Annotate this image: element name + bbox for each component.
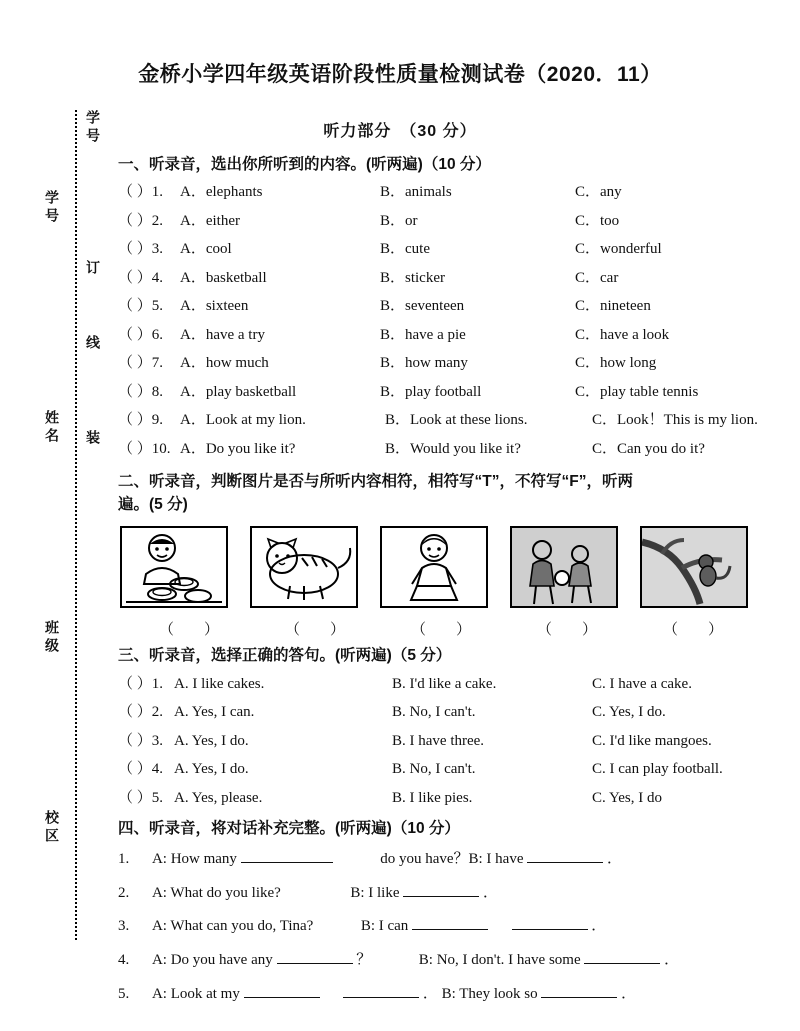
dialogue-text: B: I can — [360, 918, 409, 935]
answer-bracket[interactable]: （ ）1. — [118, 184, 164, 201]
fill-blank[interactable] — [244, 983, 320, 998]
answer-bracket[interactable]: （ ）9. — [118, 412, 164, 429]
option-a[interactable]: A．how much — [180, 355, 269, 372]
option-a[interactable]: A．elephants — [180, 184, 263, 201]
option-b[interactable]: B．seventeen — [380, 298, 465, 315]
answer-bracket[interactable]: （ ）5. — [118, 298, 164, 315]
answer-bracket[interactable]: （ ）6. — [118, 326, 164, 343]
picture-children-playing — [510, 526, 618, 608]
option-c[interactable]: C．any — [575, 184, 622, 201]
fill-blank[interactable] — [512, 915, 588, 930]
answer-bracket[interactable]: （ ）10. — [118, 440, 171, 457]
dialogue-text: ？ — [356, 952, 372, 969]
item-number: 1. — [118, 850, 130, 867]
option-a[interactable]: A．have a try — [180, 326, 265, 343]
option-b[interactable]: B．animals — [380, 184, 452, 201]
option-c[interactable]: C．nineteen — [575, 298, 651, 315]
dialogue-row — [118, 944, 778, 978]
option-a[interactable]: A. Yes, I do. — [174, 761, 249, 778]
option-b[interactable]: B．Would you like it? — [385, 440, 521, 457]
option-a[interactable]: A．cool — [180, 241, 232, 258]
page-title: 金桥小学四年级英语阶段性质量检测试卷（2020．11） — [138, 63, 662, 86]
dialogue-text: ． — [664, 952, 680, 969]
answer-bracket[interactable]: （ ）3. — [118, 241, 164, 258]
answer-bracket[interactable]: （ ）1. — [118, 675, 164, 692]
option-c[interactable]: C. I have a cake. — [592, 675, 692, 692]
option-a[interactable]: A. Yes, please. — [174, 789, 263, 806]
question-row — [118, 378, 778, 407]
dialogue-text: ． — [482, 884, 498, 901]
fill-blank[interactable] — [541, 983, 617, 998]
picture-answer-row — [126, 618, 778, 639]
seal-char-ding: 订 — [85, 260, 101, 278]
option-a[interactable]: A．play basketball — [180, 383, 297, 400]
dialogue-row — [118, 910, 778, 944]
option-b[interactable]: B. I'd like a cake. — [392, 675, 497, 692]
margin-label-xuehao: 学号 — [85, 110, 101, 146]
question-row — [118, 235, 778, 264]
dialogue-row — [118, 843, 778, 877]
option-a[interactable]: A．basketball — [180, 269, 267, 286]
option-b[interactable]: B．play football — [380, 383, 482, 400]
item-number: 5. — [118, 985, 130, 1002]
picture-tiger — [250, 526, 358, 608]
option-a[interactable]: A．Do you like it? — [180, 440, 296, 457]
option-b[interactable]: B. I like pies. — [392, 789, 473, 806]
picture-strip — [120, 526, 778, 608]
fill-blank[interactable] — [403, 881, 479, 896]
question-row — [118, 349, 778, 378]
option-a[interactable]: A. Yes, I do. — [174, 732, 249, 749]
option-a[interactable]: A. Yes, I can. — [174, 704, 255, 721]
section-header-listening: 听力部分 （30 分） — [323, 123, 477, 140]
option-a[interactable]: A．Look at my lion. — [180, 412, 306, 429]
seal-dotted-line — [75, 110, 77, 940]
option-c[interactable]: C．how long — [575, 355, 657, 372]
fill-blank[interactable] — [584, 949, 660, 964]
question-row — [118, 264, 778, 293]
part-two-heading — [118, 471, 778, 516]
dialogue-text: B: I like — [350, 884, 400, 901]
exam-content — [118, 148, 778, 1012]
dialogue-text: A: What do you like? — [151, 884, 281, 901]
item-number: 3. — [118, 918, 130, 935]
option-c[interactable]: C．have a look — [575, 326, 670, 343]
option-b[interactable]: B．Look at these lions. — [385, 412, 528, 429]
picture-answer-3[interactable]: （ ） — [410, 622, 471, 639]
dialogue-text: do you have？B: I have — [380, 850, 524, 867]
answer-bracket[interactable]: （ ）8. — [118, 383, 164, 400]
option-c[interactable]: C．Look！This is my lion. — [592, 412, 758, 429]
question-row — [118, 784, 778, 813]
option-b[interactable]: B．have a pie — [380, 326, 466, 343]
question-row — [118, 178, 778, 207]
part-one-heading: 一、听录音，选出你所听到的内容。(听两遍)（10 分） — [118, 156, 491, 173]
fill-blank[interactable] — [277, 949, 353, 964]
dialogue-text: A: How many — [151, 850, 237, 867]
question-row — [118, 670, 778, 699]
option-c[interactable]: C．wonderful — [575, 241, 662, 258]
option-b[interactable]: B．cute — [380, 241, 430, 258]
picture-girl-with-skirt — [380, 526, 488, 608]
answer-bracket[interactable]: （ ）7. — [118, 355, 164, 372]
answer-bracket[interactable]: （ ）4. — [118, 269, 164, 286]
part-two-heading-line1: 二、听录音，判断图片是否与所听内容相符，相符写“T”，不符写“F”，听两 — [118, 473, 633, 491]
option-c[interactable]: C. I can play football. — [592, 761, 723, 778]
option-c[interactable]: C. Yes, I do. — [592, 704, 666, 721]
question-row — [118, 727, 778, 756]
left-margin-seal-area — [28, 110, 108, 940]
picture-answer-5[interactable]: （ ） — [662, 622, 723, 639]
option-b[interactable]: B. No, I can't. — [392, 761, 476, 778]
question-row — [118, 321, 778, 350]
picture-answer-2[interactable]: （ ） — [284, 622, 345, 639]
picture-answer-1[interactable]: （ ） — [158, 622, 219, 639]
answer-bracket[interactable]: （ ）2. — [118, 212, 164, 229]
dialogue-text: ． — [621, 985, 637, 1002]
dialogue-row — [118, 877, 778, 911]
part-two-heading-line2: 遍。(5 分) — [118, 495, 188, 513]
option-a[interactable]: A. I like cakes. — [174, 675, 265, 692]
fill-blank[interactable] — [412, 915, 488, 930]
part-four-heading: 四、听录音，将对话补充完整。(听两遍)（10 分） — [118, 820, 460, 838]
answer-bracket[interactable]: （ ）2. — [118, 704, 164, 721]
dialogue-text: A: What can you do, Tina? — [151, 918, 314, 935]
dialogue-row — [118, 978, 778, 1012]
option-b[interactable]: B．how many — [380, 355, 468, 372]
item-number: 4. — [118, 952, 130, 969]
question-row — [118, 406, 778, 435]
dialogue-text: B: They look so — [441, 985, 538, 1002]
seal-char-xian: 线 — [85, 335, 101, 353]
option-c[interactable]: C. I'd like mangoes. — [592, 732, 712, 749]
option-c[interactable]: C．car — [575, 269, 619, 286]
picture-boy-with-pies — [120, 526, 228, 608]
option-b[interactable]: B．or — [380, 212, 418, 229]
margin-label-xuehao-outer: 学号 — [44, 190, 60, 226]
part-three-heading: 三、听录音，选择正确的答句。(听两遍)（5 分） — [118, 647, 452, 665]
answer-bracket[interactable]: （ ）3. — [118, 732, 164, 749]
question-row — [118, 755, 778, 784]
fill-blank[interactable] — [343, 983, 419, 998]
fill-blank[interactable] — [527, 848, 603, 863]
question-row — [118, 698, 778, 727]
answer-bracket[interactable]: （ ）4. — [118, 761, 164, 778]
picture-answer-4[interactable]: （ ） — [536, 622, 597, 639]
seal-char-zhuang: 装 — [85, 430, 101, 448]
option-c[interactable]: C．too — [575, 212, 620, 229]
item-number: 2. — [118, 884, 130, 901]
option-a[interactable]: A．either — [180, 212, 240, 229]
option-c[interactable]: C．play table tennis — [575, 383, 699, 400]
dialogue-text: ． — [607, 850, 623, 867]
fill-blank[interactable] — [241, 848, 333, 863]
answer-bracket[interactable]: （ ）5. — [118, 789, 164, 806]
margin-label-banji: 班级 — [44, 620, 60, 656]
dialogue-text: B: No, I don't. I have some — [418, 952, 581, 969]
option-a[interactable]: A．sixteen — [180, 298, 249, 315]
question-row — [118, 435, 778, 464]
margin-label-xiaoqu: 校区 — [44, 810, 60, 846]
question-row — [118, 292, 778, 321]
option-b[interactable]: B. I have three. — [392, 732, 485, 749]
dialogue-text: ． — [591, 918, 607, 935]
dialogue-text: A: Look at my — [151, 985, 240, 1002]
picture-monkey-in-tree — [640, 526, 748, 608]
option-c[interactable]: C．Can you do it? — [592, 440, 705, 457]
option-b[interactable]: B．sticker — [380, 269, 445, 286]
margin-label-xingming: 姓名 — [44, 410, 60, 446]
option-b[interactable]: B. No, I can't. — [392, 704, 476, 721]
option-c[interactable]: C. Yes, I do — [592, 789, 663, 806]
dialogue-text: ． — [422, 985, 438, 1002]
dialogue-text: A: Do you have any — [151, 952, 273, 969]
question-row — [118, 207, 778, 236]
